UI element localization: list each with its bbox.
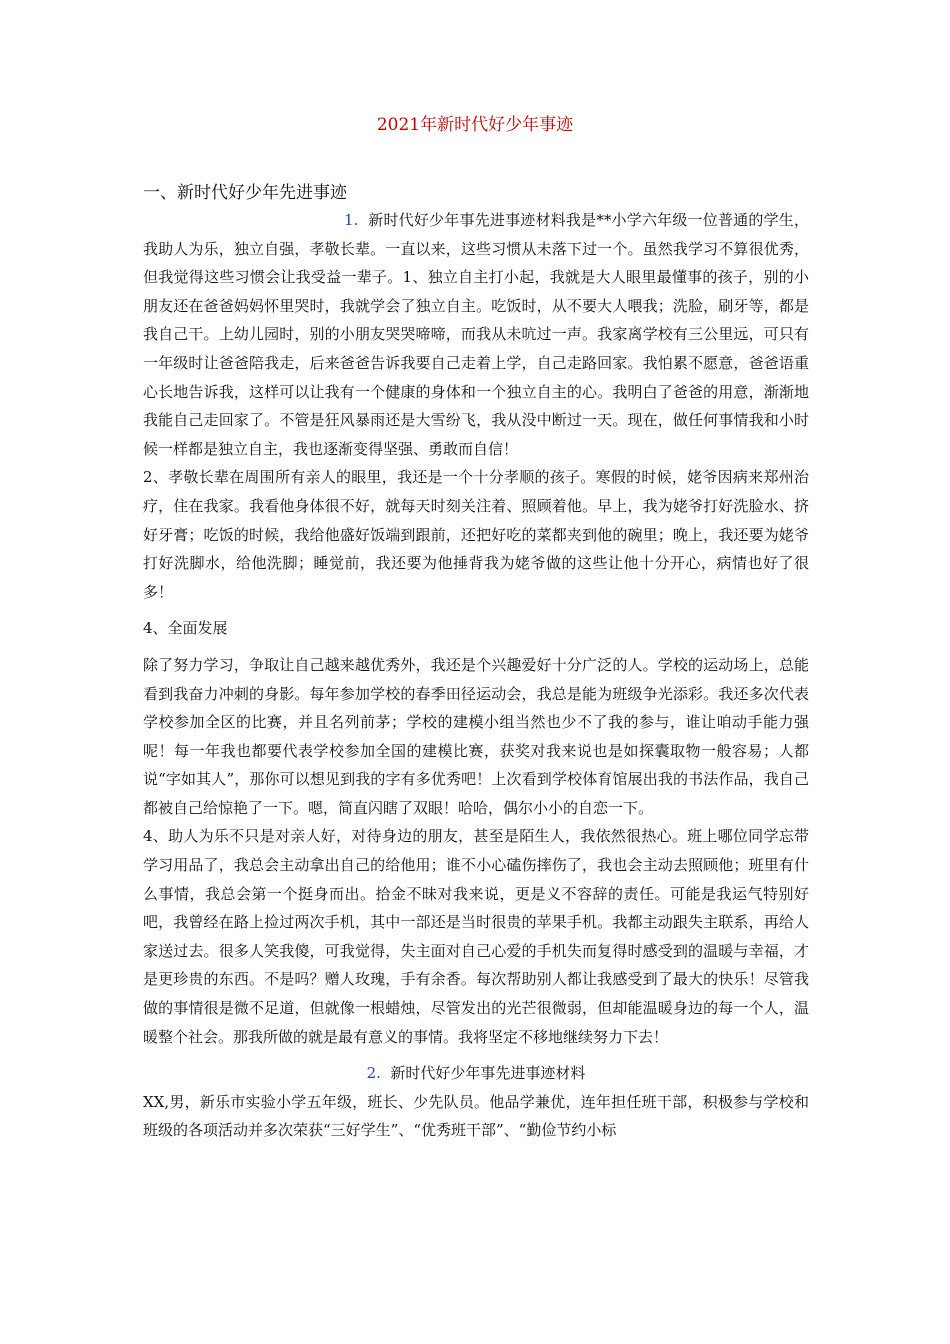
document-title: 2021年新时代好少年事迹 (376, 115, 574, 135)
paragraph-helping-others: 4、助人为乐不只是对亲人好，对待身边的朋友，甚至是陌生人，我依然很热心。班上哪位同学忘带学习用品了，我总会主动拿出自己的给他用；谁不小心磕伤摔伤了，我也会主动去照顾他；班里有什么事情，我总会第一个挺身而出。拾金不昧对我来说，更是义不容辞的责任。可能是我运气特别好吧，我曾经在路上捡过两次手机，其中一部还是当时很贵的苹果手机。我都主动跟失主联系，再给人家送过去。很多人笑我傻，可我觉得，失主面对自己心爱的手机失而复得时感受到的温暖与幸福，才是更珍贵的东西。不是吗？赠人玫瑰，手有余香。每次帮助别人都让我感受到了最大的快乐！尽管我做的事情很是微不足道，但就像一根蜡烛，尽管发出的光芒很微弱，但却能温暖身边的每一个人，温暖整个社会。那我所做的就是最有意义的事情。我将坚定不移地继续努力下去！ (143, 827, 809, 1046)
paragraph-subheading: 4、全面发展 (143, 619, 228, 638)
paragraph-item-2-text: XX,男，新乐市实验小学五年级，班长、少先队员。他品学兼优，连年担任班干部，积极参与学校和班级的各项活动并多次荣获“三好学生”、“优秀班干部”、“勤俭节约小标 (143, 1092, 809, 1140)
paragraph-all-round-development: 除了努力学习，争取让自己越来越优秀外，我还是个兴趣爱好十分广泛的人。学校的运动场上，总能看到我奋力冲刺的身影。每年参加学校的春季田径运动会，我总是能为班级争光添彩。我还多次代表学校参加全区的比赛，并且名列前茅；学校的建模小组当然也少不了我的参与，谁让咱动手能力强呢！每一年我也都要代表学校参加全国的建模比赛，获奖对我来说也是如探囊取物一般容易；人都说“字如其人”，那你可以想见到我的字有多优秀吧！上次看到学校体育馆展出我的书法作品，我自己都被自己给惊艳了一下。嗯，简直闪瞎了双眼！哈哈，偶尔小小的自恋一下。 (143, 655, 809, 817)
document-body (143, 206, 809, 1145)
section-heading: 一、新时代好少年先进事迹 (143, 183, 347, 203)
paragraph-item-2-heading (143, 1059, 809, 1088)
item-2-title: 新时代好少年事先进事迹材料 (390, 1064, 586, 1083)
paragraph-item-1 (143, 206, 809, 463)
paragraph-text: 新时代好少年事先进事迹材料我是**小学六年级一位普通的学生，我助人为乐，独立自强，孝敬长辈。一直以来，这些习惯从未落下过一个。虽然我学习不算很优秀，但我觉得这些习惯会让我受益一辈子。1、独立自主打小起，我就是大人眼里最懂事的孩子，别的小朋友还在爸爸妈妈怀里哭时，我就学会了独立自主。吃饭时，从不要大人喂我；洗脸，刷牙等，都是我自己干。上幼儿园时，别的小朋友哭哭啼啼，而我从未吭过一声。我家离学校有三公里远，可只有一年级时让爸爸陪我走，后来爸爸告诉我要自己走着上学，自己走路回家。我怕累不愿意，爸爸语重心长地告诉我，这样可以让我有一个健康的身体和一个独立自主的心。我明白了爸爸的用意，渐渐地我能自己走回家了。不管是狂风暴雨还是大雪纷飞，我从没中断过一天。现在，做任何事情我和小时候一样都是独立自主，我也逐渐变得坚强、勇敢而自信！ (143, 211, 809, 458)
paragraph-filial-piety: 2、孝敬长辈在周围所有亲人的眼里，我还是一个十分孝顺的孩子。寒假的时候，姥爷因病来郑州治疗，住在我家。我看他身体很不好，就每天时刻关注着、照顾着他。早上，我为姥爷打好洗脸水、挤好牙膏；吃饭的时候，我给他盛好饭端到跟前，还把好吃的菜都夹到他的碗里；晚上，我还要为姥爷打好洗脚水，给他洗脚；睡觉前，我还要为他捶背我为姥爷做的这些让他十分开心，病情也好了很多！ (143, 468, 809, 601)
item-number: 1. (344, 211, 359, 229)
item-number: 2. (366, 1064, 381, 1083)
